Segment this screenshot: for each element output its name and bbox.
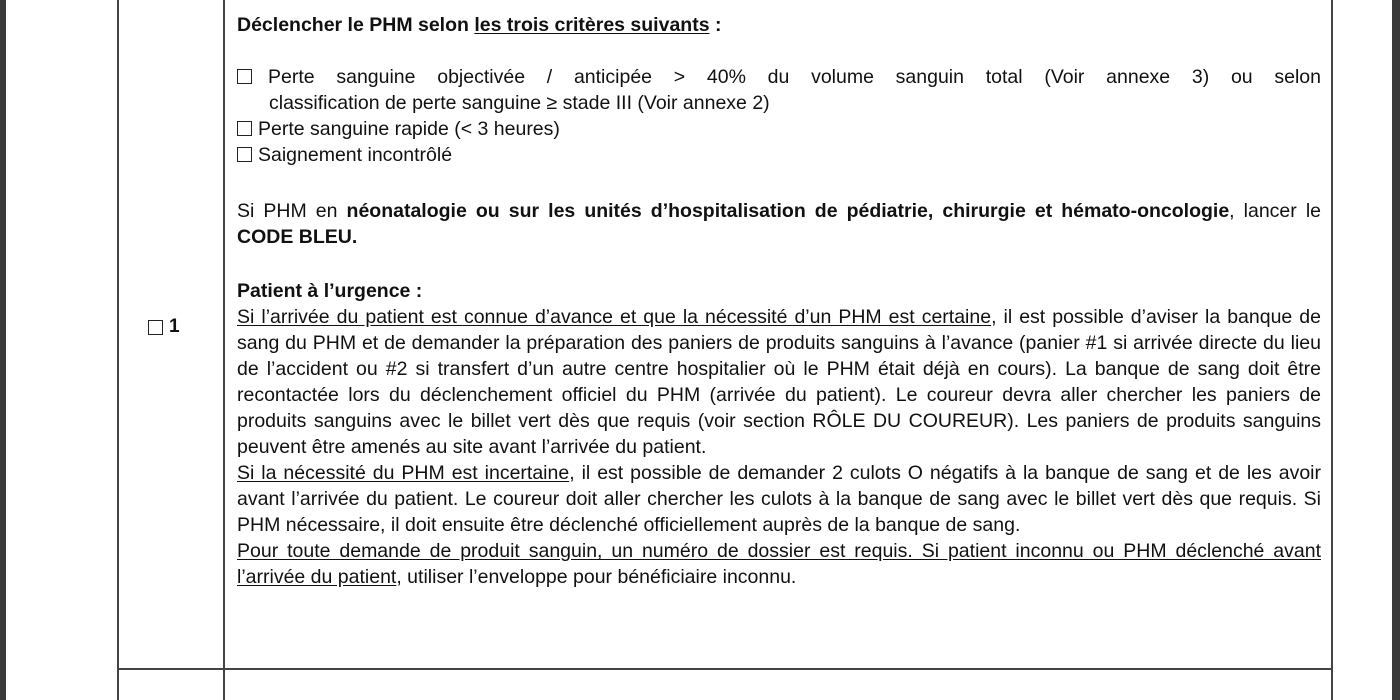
criteria-heading-suffix: : (709, 14, 722, 36)
criterion-1-checkbox[interactable] (237, 69, 252, 84)
criterion-3-checkbox[interactable] (237, 147, 252, 162)
criterion-1-continuation: classification de perte sanguine ≥ stade III (Voir annexe 2) (269, 92, 770, 114)
neonatal-units: néonatalogie ou sur les unités d’hospitalisation de pédiatrie, chirurgie et hémato-oncologie (346, 200, 1230, 222)
urgence-p1-underlined: Si l’arrivée du patient est connue d’avance et que la nécessité d’un PHM est certaine (237, 306, 992, 328)
urgence-title: Patient à l’urgence : (237, 280, 423, 302)
criterion-3-text: Saignement incontrôlé (258, 144, 453, 166)
urgence-p2-underlined: Si la nécessité du PHM est incertaine (237, 462, 570, 484)
urgence-p3-underlined: Pour toute demande de produit sanguin, un numéro de dossier est requis. Si patient inconnu ou PHM déclenché avant l’arrivée du patient (237, 540, 1321, 588)
urgence-p2-rest: , il est possible de demander 2 culots O négatifs à la banque de sang et de les avoir avant l’arrivée du patient. Le coureur doit aller chercher les culots à la banque de sang avec le billet vert dès que requis. Si PHM nécessaire, il doit ensuite être déclenché officiellement auprès de la banque de sang. (237, 462, 1321, 536)
neonatal-mid: , lancer le (1229, 200, 1321, 222)
urgence-paragraph-1 (237, 304, 1321, 460)
viewer-right-edge (1392, 0, 1400, 700)
table-left-border (117, 0, 119, 700)
urgence-paragraph-2 (237, 460, 1321, 538)
criterion-1-text: Perte sanguine objectivée / anticipée > 40% du volume sanguin total (Voir annexe 3) ou selon (268, 66, 1321, 88)
criteria-heading-underlined: les trois critères suivants (474, 14, 710, 36)
step-content (237, 12, 1321, 590)
criteria-heading-prefix: Déclencher le PHM selon (237, 14, 475, 36)
step-number: 1 (169, 316, 180, 337)
urgence-p3-rest: , utiliser l’enveloppe pour bénéficiaire inconnu. (396, 566, 797, 588)
urgence-p1-rest: , il est possible d’aviser la banque de sang du PHM et de demander la préparation des paniers de produits sanguins à l’avance (panier #1 si arrivée directe du lieu de l’accident ou #2 si transfert d’un autre centre hospitalier où le PHM était déjà en cours). La banque de sang doit être recontactée lors du déclenchement officiel du PHM (arrivée du patient). Le coureur devra aller chercher les paniers de produits sanguins avec le billet vert dès que requis (voir section RÔLE DU COUREUR). Les paniers de produits sanguins peuvent être amenés au site avant l’arrivée du patient. (237, 306, 1321, 458)
criterion-2-text: Perte sanguine rapide (< 3 heures) (258, 118, 560, 140)
criterion-3 (237, 142, 1321, 168)
step-cell (148, 316, 180, 338)
criterion-1 (237, 64, 1321, 90)
table-row-divider (117, 668, 1333, 670)
criterion-2-checkbox[interactable] (237, 121, 252, 136)
table-right-border (1331, 0, 1333, 700)
code-bleu: CODE BLEU. (237, 226, 358, 248)
viewer-left-edge (0, 0, 6, 700)
neonatal-prefix: Si PHM en (237, 200, 347, 222)
neonatal-paragraph (237, 198, 1321, 250)
urgence-paragraph-3 (237, 538, 1321, 590)
step-checkbox[interactable] (148, 320, 163, 335)
table-column-divider (223, 0, 225, 700)
criteria-heading (237, 12, 1321, 38)
criterion-2 (237, 116, 1321, 142)
